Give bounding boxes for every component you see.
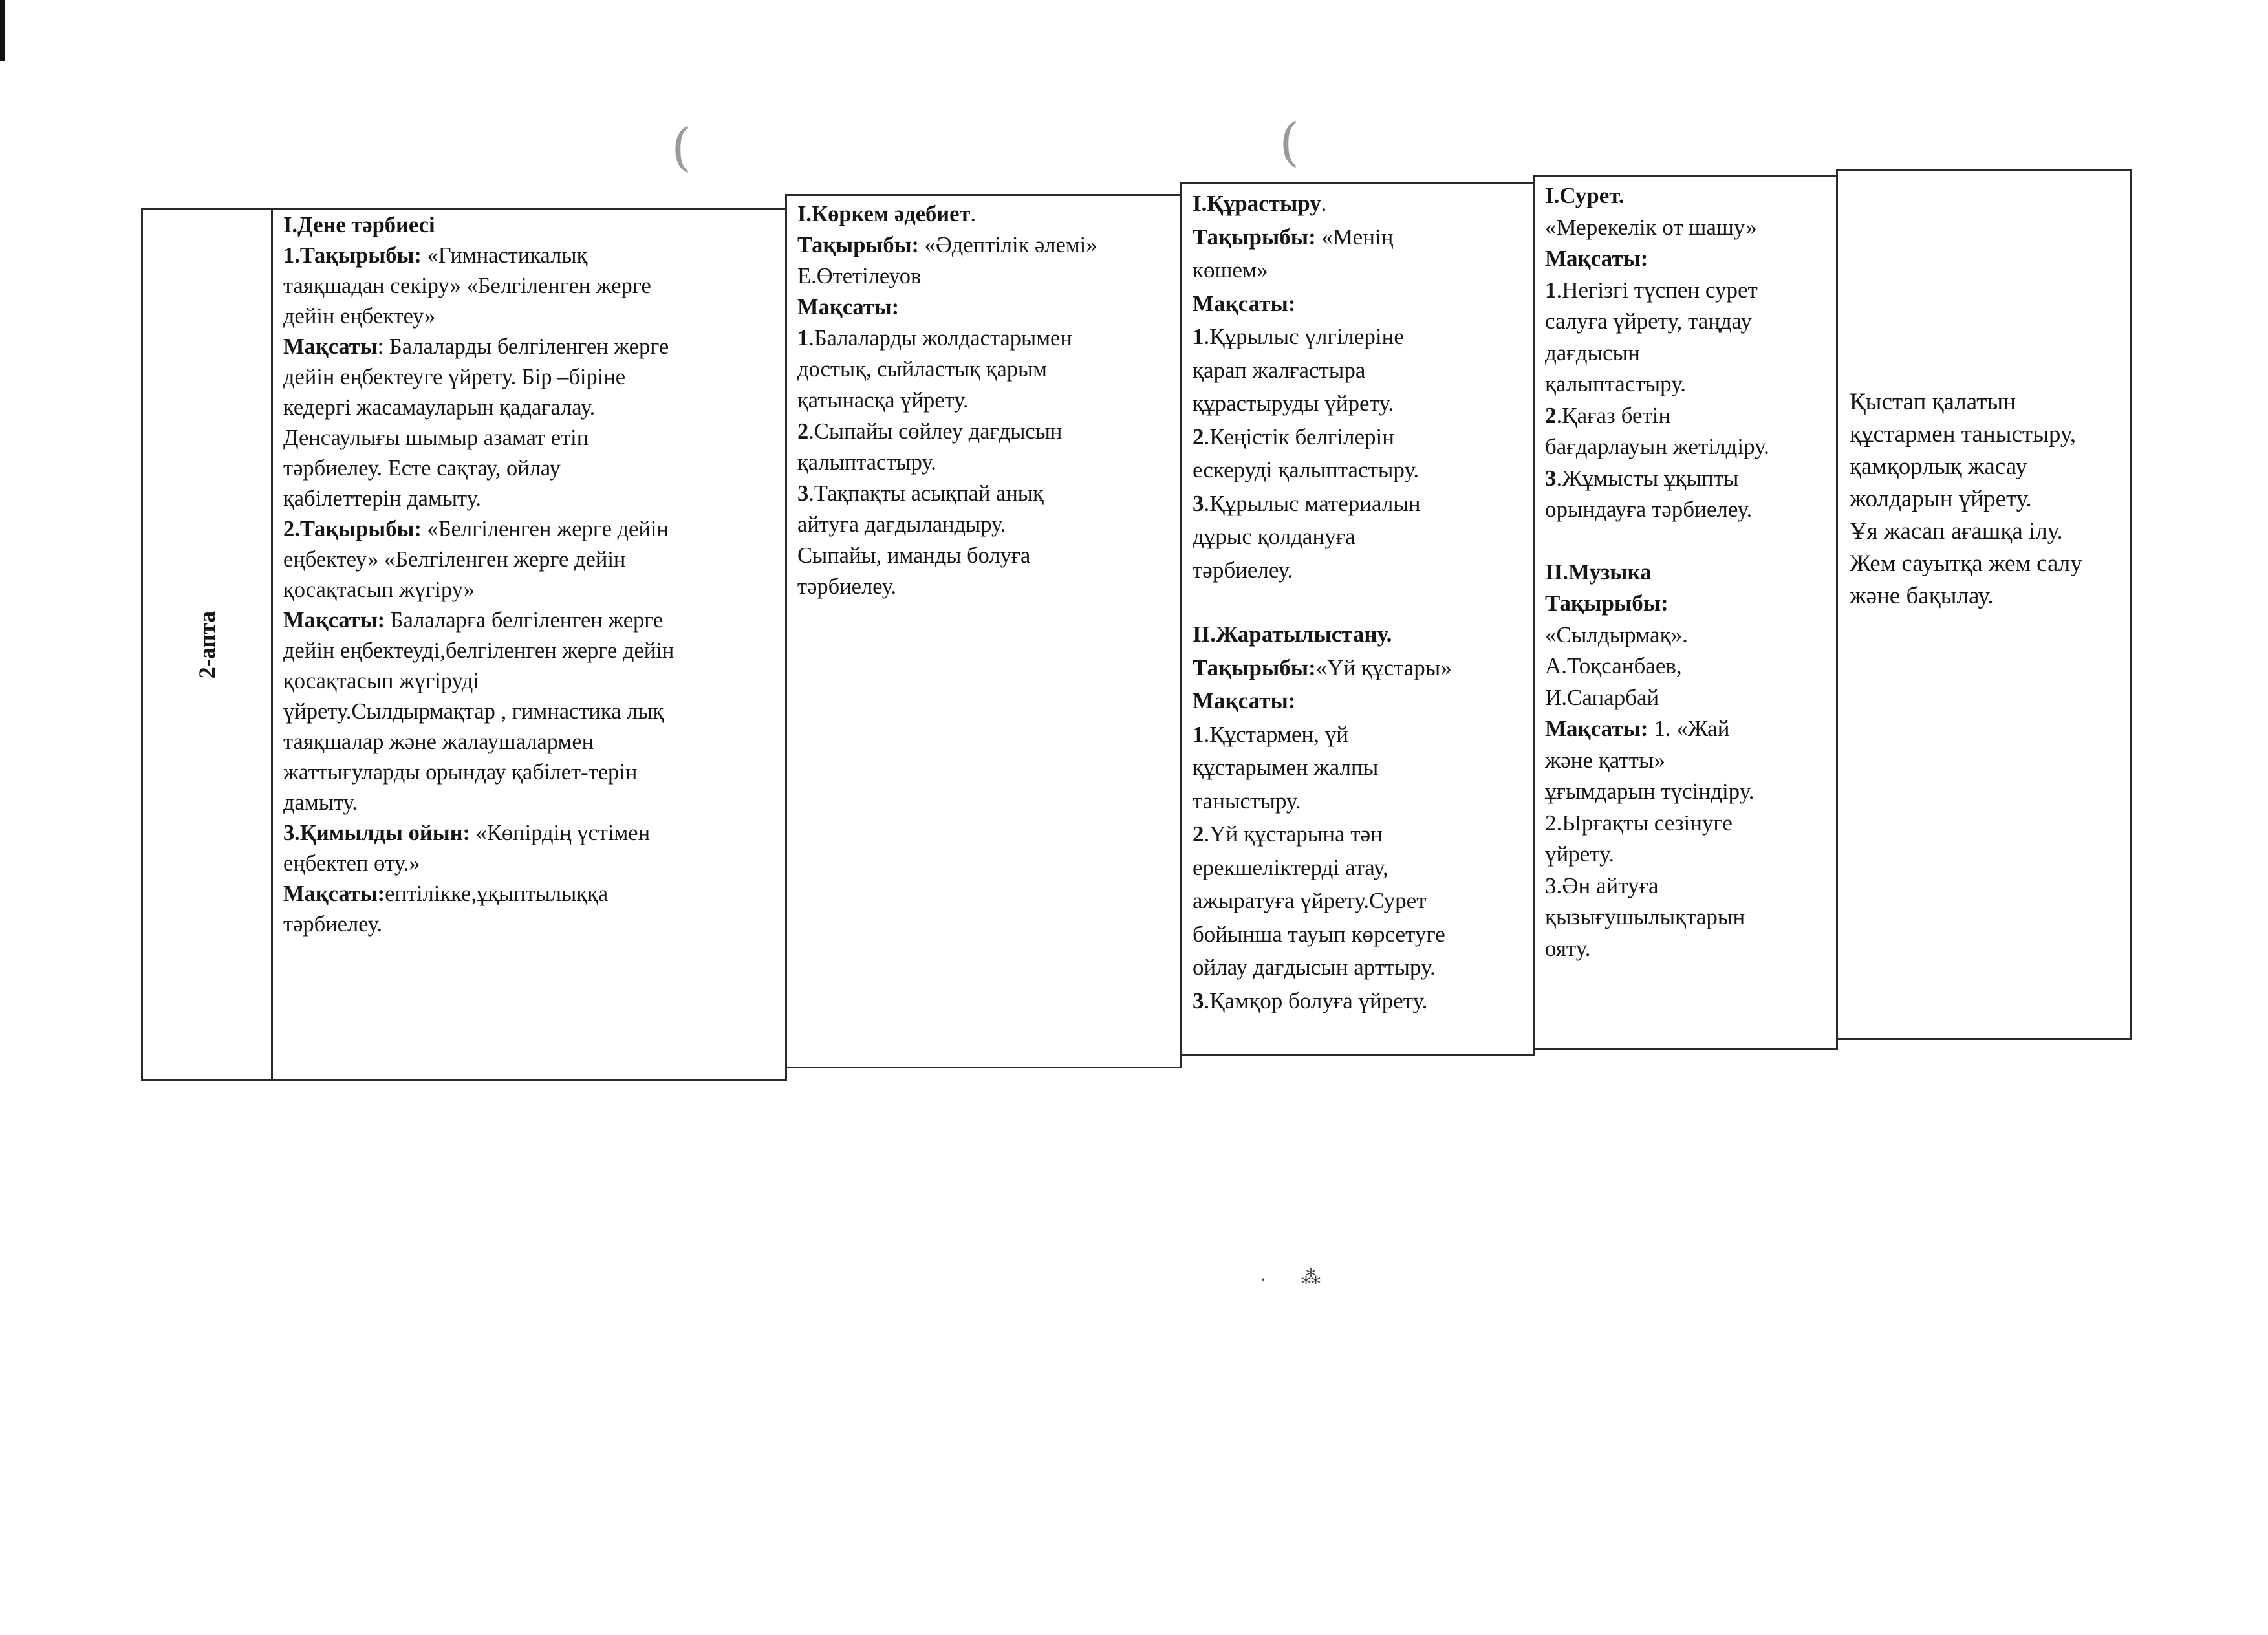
line-text: бағдарлауын жетілдіру. bbox=[1545, 434, 1769, 459]
text-line bbox=[1545, 557, 1826, 589]
text-line bbox=[1545, 745, 1826, 777]
line-text: Сыпайы, иманды болуға bbox=[797, 543, 1031, 568]
line-text: «Сылдырмақ». bbox=[1545, 622, 1688, 647]
text-line bbox=[283, 757, 775, 788]
text-line bbox=[797, 230, 1170, 261]
line-text: .Жұмысты ұқыпты bbox=[1556, 465, 1739, 491]
text-line bbox=[1193, 851, 1522, 885]
line-text: «Мерекелік от шашу» bbox=[1545, 214, 1757, 240]
text-line bbox=[1193, 420, 1522, 454]
text-line bbox=[1545, 871, 1826, 902]
line-text: дамыту. bbox=[283, 790, 358, 815]
bold-label: 2.Тақырыбы: bbox=[283, 517, 422, 541]
bold-label: Мақсаты: bbox=[797, 295, 900, 319]
text-line bbox=[283, 332, 775, 362]
line-text: айтуға дағдыландыру. bbox=[797, 512, 1006, 537]
text-line bbox=[1193, 354, 1522, 387]
line-text: .Қамқор болуға үйрету. bbox=[1204, 988, 1428, 1013]
text-line bbox=[1193, 718, 1522, 752]
text-line bbox=[1193, 618, 1522, 651]
bold-label: 3 bbox=[797, 481, 809, 506]
text-line bbox=[1850, 451, 2120, 483]
text-line bbox=[1193, 487, 1522, 521]
line-text: қамқорлық жасау bbox=[1850, 453, 2027, 480]
line-text: орындауға тәрбиелеу. bbox=[1545, 497, 1753, 522]
bold-label: І.Дене тәрбиесі bbox=[283, 213, 435, 237]
text-line bbox=[1193, 751, 1522, 785]
week-label: 2-апта bbox=[194, 611, 220, 679]
text-line bbox=[1193, 520, 1522, 554]
text-line bbox=[1193, 254, 1522, 287]
text-line bbox=[797, 540, 1170, 571]
construction-nature-cell bbox=[1180, 182, 1535, 1056]
text-line bbox=[1850, 548, 2120, 580]
text-line bbox=[1545, 808, 1826, 839]
text-line bbox=[1193, 984, 1522, 1018]
text-line bbox=[797, 292, 1170, 323]
line-text: ажыратуға үйрету.Сурет bbox=[1193, 888, 1427, 913]
bold-label: 1 bbox=[1193, 721, 1204, 747]
line-text: қабілеттерін дамыту. bbox=[283, 486, 482, 511]
text-line bbox=[1193, 651, 1522, 685]
text-line bbox=[1193, 221, 1522, 254]
bold-label: 1 bbox=[1545, 277, 1557, 303]
bold-label: Тақырыбы: bbox=[797, 233, 920, 257]
line-text: кедергі жасамауларын қадағалау. bbox=[283, 395, 596, 420]
text-line bbox=[1193, 554, 1522, 587]
text-line bbox=[1545, 243, 1826, 275]
text-line bbox=[1545, 526, 1826, 557]
text-line bbox=[283, 849, 775, 879]
line-text: қалыптастыру. bbox=[1545, 371, 1686, 396]
line-text: жаттығуларды орындау қабілет-терін bbox=[283, 760, 638, 785]
text-line bbox=[283, 423, 775, 453]
text-line bbox=[283, 241, 775, 271]
line-text: дейін еңбектеуге үйрету. Бір –біріне bbox=[283, 365, 626, 389]
line-text: қызығушылықтарын bbox=[1545, 904, 1745, 929]
bold-label: І.Сурет. bbox=[1545, 183, 1625, 208]
text-line bbox=[283, 666, 775, 697]
text-line bbox=[797, 199, 1170, 230]
text-line bbox=[283, 271, 775, 301]
text-line bbox=[797, 385, 1170, 416]
text-line bbox=[1193, 817, 1522, 851]
punch-hole-mark: ( bbox=[671, 117, 692, 177]
line-text: еңбектеу» «Белгіленген жерге дейін bbox=[283, 547, 626, 572]
text-line bbox=[283, 210, 775, 241]
text-line bbox=[1193, 187, 1522, 221]
bold-label: Тақырыбы: bbox=[1193, 655, 1316, 680]
line-text: дұрыс қолдануға bbox=[1193, 524, 1355, 549]
bold-label: Мақсаты: bbox=[283, 608, 385, 633]
scan-speck: · bbox=[1260, 1269, 1266, 1290]
line-text: және бақылау. bbox=[1850, 583, 1994, 609]
text-line bbox=[1545, 933, 1826, 965]
line-text: дағдысын bbox=[1545, 340, 1640, 365]
text-line bbox=[1850, 515, 2120, 548]
text-line bbox=[1193, 387, 1522, 420]
text-line bbox=[283, 575, 775, 605]
line-text: тәрбиелеу. Есте сақтау, ойлау bbox=[283, 456, 561, 481]
bold-label: 1 bbox=[1193, 324, 1204, 349]
line-text: үйрету.Сылдырмақтар , гимнастика лық bbox=[283, 699, 664, 724]
bold-label: 3 bbox=[1193, 490, 1204, 516]
line-text: тәрбиелеу. bbox=[283, 912, 383, 937]
line-text: «Көпірдің үстімен bbox=[470, 821, 651, 845]
text-line bbox=[1545, 431, 1826, 463]
text-line bbox=[1193, 951, 1522, 984]
bold-label: 3 bbox=[1545, 465, 1557, 491]
line-text: ептілікке,ұқыптылыққа bbox=[385, 882, 609, 906]
text-line bbox=[1850, 580, 2120, 612]
text-line bbox=[283, 727, 775, 757]
text-line bbox=[283, 545, 775, 575]
line-text: .Тақпақты асықпай анық bbox=[808, 481, 1044, 506]
text-line bbox=[283, 605, 775, 636]
text-line bbox=[1545, 306, 1826, 338]
line-text: .Құрылыс үлгілеріне bbox=[1204, 324, 1404, 349]
bold-label: ІІ.Жаратылыстану. bbox=[1193, 622, 1392, 647]
line-text: : Балаларды белгіленген жерге bbox=[377, 334, 669, 359]
line-text: дейін еңбектеуді,белгіленген жерге дейін bbox=[283, 638, 675, 663]
text-line bbox=[1545, 682, 1826, 714]
bold-label: Тақырыбы: bbox=[1545, 590, 1669, 616]
line-text: Балаларға белгіленген жерге bbox=[385, 608, 664, 633]
line-text: «Гимнастикалық bbox=[421, 243, 588, 268]
text-line bbox=[283, 697, 775, 727]
text-line bbox=[1545, 588, 1826, 620]
text-line bbox=[283, 909, 775, 940]
text-line bbox=[283, 818, 775, 849]
text-line bbox=[1193, 453, 1522, 487]
bold-label: Мақсаты: bbox=[1545, 716, 1648, 741]
text-line bbox=[797, 571, 1170, 602]
text-line bbox=[1193, 587, 1522, 618]
text-line bbox=[1193, 785, 1522, 818]
text-line bbox=[797, 416, 1170, 447]
text-line bbox=[1545, 275, 1826, 307]
bold-label: 2 bbox=[1545, 402, 1557, 428]
bold-label: І.Құрастыру bbox=[1193, 191, 1321, 216]
text-line bbox=[1193, 684, 1522, 718]
line-text: Жем сауытқа жем салу bbox=[1850, 550, 2082, 577]
bold-label: Мақсаты: bbox=[1193, 290, 1296, 316]
text-line bbox=[283, 636, 775, 666]
line-text: 2.Ырғақты сезінуге bbox=[1545, 810, 1733, 836]
line-text: таяқшадан секіру» «Белгіленген жерге bbox=[283, 274, 651, 298]
line-text: таныстыру. bbox=[1193, 788, 1301, 814]
text-line bbox=[1193, 320, 1522, 354]
line-text: .Құрылыс материалын bbox=[1204, 490, 1421, 516]
line-text: Ұя жасап ағашқа ілу. bbox=[1850, 518, 2063, 545]
text-line bbox=[1545, 494, 1826, 526]
text-line bbox=[283, 301, 775, 332]
line-text: «Менің bbox=[1315, 224, 1394, 250]
week-cell bbox=[141, 208, 273, 1081]
line-text: .Құстармен, үй bbox=[1204, 721, 1349, 747]
line-text: дейін еңбектеу» bbox=[283, 304, 436, 329]
bold-label: Мақсаты: bbox=[1193, 688, 1296, 713]
line-text: .Кеңістік белгілерін bbox=[1204, 424, 1394, 449]
line-text: құстарымен жалпы bbox=[1193, 755, 1379, 780]
bold-label: Мақсаты bbox=[283, 334, 378, 359]
text-line bbox=[1545, 338, 1826, 369]
line-text: .Үй құстарына тән bbox=[1204, 821, 1383, 847]
text-line bbox=[1193, 918, 1522, 951]
line-text: «Үй құстары» bbox=[1315, 655, 1452, 680]
line-text: және қатты» bbox=[1545, 747, 1665, 773]
text-line bbox=[1545, 651, 1826, 682]
text-line bbox=[797, 323, 1170, 354]
line-text: И.Сапарбай bbox=[1545, 684, 1659, 710]
line-text: . bbox=[1321, 191, 1327, 216]
line-text: «Белгіленген жерге дейін bbox=[421, 517, 669, 541]
text-line bbox=[283, 453, 775, 484]
text-line bbox=[797, 354, 1170, 385]
text-line bbox=[1850, 483, 2120, 515]
punch-hole-mark: ( bbox=[1279, 112, 1300, 172]
text-line bbox=[797, 261, 1170, 292]
text-line bbox=[1545, 180, 1826, 212]
text-line bbox=[797, 447, 1170, 478]
physical-education-cell bbox=[271, 208, 787, 1081]
text-line bbox=[283, 879, 775, 909]
bold-label: Тақырыбы: bbox=[1193, 224, 1316, 250]
line-text: қосақтасып жүгіру» bbox=[283, 578, 475, 602]
line-text: достық, сыйластық қарым bbox=[797, 357, 1048, 382]
line-text: .Сыпайы сөйлеу дағдысын bbox=[808, 419, 1063, 444]
text-line bbox=[1545, 620, 1826, 651]
bold-label: Мақсаты: bbox=[283, 882, 385, 906]
line-text: қатынасқа үйрету. bbox=[797, 388, 969, 413]
line-text: көшем» bbox=[1193, 257, 1268, 283]
line-text: таяқшалар және жалаушалармен bbox=[283, 730, 594, 754]
line-text: салуға үйрету, таңдау bbox=[1545, 309, 1753, 334]
scan-edge-mark bbox=[0, 0, 5, 61]
line-text: ерекшеліктерді атау, bbox=[1193, 854, 1388, 880]
bold-label: ІІ.Музыка bbox=[1545, 559, 1652, 585]
text-line bbox=[283, 362, 775, 393]
text-line bbox=[1545, 212, 1826, 244]
text-line bbox=[1545, 776, 1826, 808]
line-text: «Әдептілік әлемі» bbox=[919, 233, 1097, 257]
text-line bbox=[1545, 463, 1826, 495]
text-line bbox=[283, 514, 775, 545]
bold-label: 2 bbox=[797, 419, 809, 444]
text-line bbox=[1850, 418, 2120, 451]
line-text: ойлау дағдысын арттыру. bbox=[1193, 955, 1436, 980]
bold-label: 3 bbox=[1193, 988, 1204, 1013]
text-line bbox=[1545, 839, 1826, 871]
bold-label: 2 bbox=[1193, 424, 1204, 449]
bold-label: 2 bbox=[1193, 821, 1204, 847]
literature-cell bbox=[785, 194, 1182, 1068]
text-line bbox=[1545, 713, 1826, 745]
bold-label: І.Көркем әдебиет bbox=[797, 202, 971, 226]
line-text: .Қағаз бетін bbox=[1556, 402, 1671, 428]
line-text: тәрбиелеу. bbox=[1193, 557, 1293, 583]
line-text: құстармен таныстыру, bbox=[1850, 421, 2076, 448]
line-text: Е.Өтетілеуов bbox=[797, 264, 922, 288]
text-line bbox=[283, 788, 775, 818]
line-text: құрастыруды үйрету. bbox=[1193, 391, 1394, 416]
observation-cell bbox=[1836, 169, 2132, 1040]
line-text: қосақтасып жүгіруді bbox=[283, 669, 479, 693]
text-line bbox=[1545, 369, 1826, 400]
text-line bbox=[283, 393, 775, 423]
scan-speck: ⁂ bbox=[1301, 1267, 1321, 1288]
line-text: тәрбиелеу. bbox=[797, 574, 897, 599]
line-text: еңбектеп өту.» bbox=[283, 851, 420, 876]
text-line bbox=[1193, 884, 1522, 918]
line-text: .Негізгі түспен сурет bbox=[1556, 277, 1758, 303]
line-text: ұғымдарын түсіндіру. bbox=[1545, 779, 1755, 804]
line-text: үйрету. bbox=[1545, 841, 1614, 867]
line-text: ескеруді қалыптастыру. bbox=[1193, 457, 1420, 482]
line-text: .Балаларды жолдастарымен bbox=[808, 326, 1072, 351]
bold-label: Мақсаты: bbox=[1545, 246, 1648, 271]
bold-label: 1 bbox=[797, 326, 809, 351]
line-text: Денсаулығы шымыр азамат етіп bbox=[283, 426, 589, 450]
line-text: қалыптастыру. bbox=[797, 450, 936, 475]
line-text: жолдарын үйрету. bbox=[1850, 486, 2032, 512]
bold-label: 3.Қимылды ойын: bbox=[283, 821, 471, 845]
text-line bbox=[1193, 287, 1522, 321]
text-line bbox=[1545, 400, 1826, 432]
text-line bbox=[1850, 386, 2120, 418]
bold-label: 1.Тақырыбы: bbox=[283, 243, 422, 268]
text-line bbox=[797, 478, 1170, 509]
art-music-cell bbox=[1533, 175, 1838, 1050]
line-text: 1. «Жай bbox=[1648, 716, 1730, 741]
line-text: Қыстап қалатын bbox=[1850, 389, 2016, 415]
text-line bbox=[797, 509, 1170, 540]
line-text: 3.Ән айтуға bbox=[1545, 872, 1659, 898]
text-line bbox=[1545, 902, 1826, 933]
line-text: А.Тоқсанбаев, bbox=[1545, 653, 1682, 678]
text-line bbox=[283, 484, 775, 514]
line-text: . bbox=[970, 202, 977, 226]
line-text: бойынша тауып көрсетуге bbox=[1193, 921, 1445, 947]
line-text: қарап жалғастыра bbox=[1193, 357, 1366, 383]
line-text: ояту. bbox=[1545, 935, 1591, 961]
